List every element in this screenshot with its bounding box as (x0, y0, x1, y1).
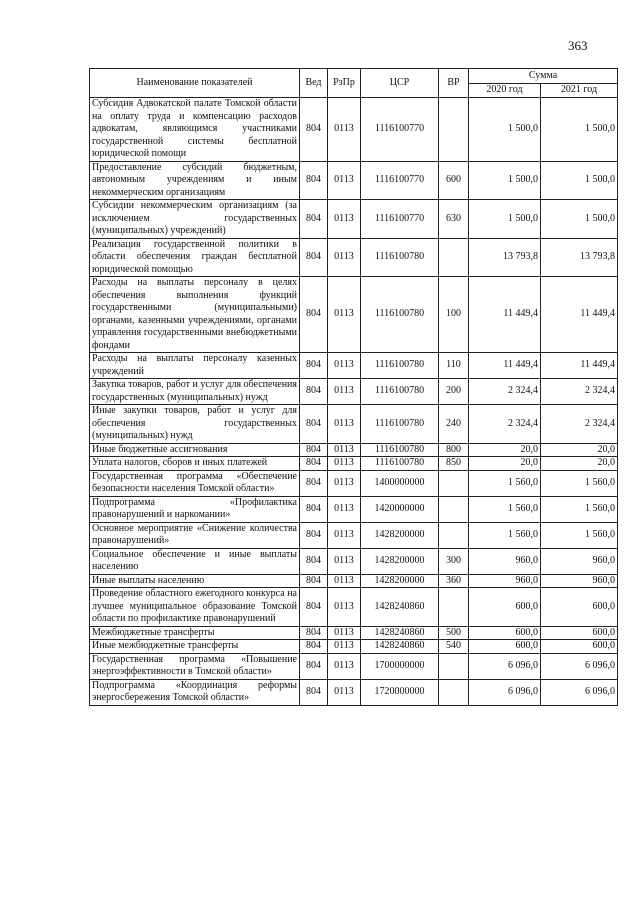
cell-ved: 804 (300, 379, 328, 405)
table-row (90, 496, 618, 522)
cell-ved: 804 (300, 353, 328, 379)
cell-name: Уплата налогов, сборов и иных платежей (90, 457, 300, 471)
cell-csr: 1700000000 (361, 653, 439, 679)
table-row (90, 640, 618, 654)
cell-ved: 804 (300, 98, 328, 162)
cell-sum-2020: 2 324,4 (469, 379, 541, 405)
cell-sum-2021: 960,0 (541, 548, 618, 574)
cell-sum-2021: 1 500,0 (541, 98, 618, 162)
cell-sum-2021: 2 324,4 (541, 405, 618, 444)
cell-rzpr: 0113 (328, 574, 361, 588)
cell-vr (439, 522, 469, 548)
table-row (90, 653, 618, 679)
cell-rzpr: 0113 (328, 653, 361, 679)
cell-name: Предоставление субсидий бюджетным, автономным учреждениям и иным некоммерческим организациям (90, 161, 300, 200)
cell-name: Закупка товаров, работ и услуг для обеспечения государственных (муниципальных) нужд (90, 379, 300, 405)
cell-sum-2021: 2 324,4 (541, 379, 618, 405)
cell-name: Проведение областного ежегодного конкурса на лучшее муниципальное образование Томской области по профилактике правонарушений (90, 588, 300, 627)
header-ved: Вед (300, 69, 328, 98)
budget-table (89, 68, 618, 706)
cell-sum-2020: 2 324,4 (469, 405, 541, 444)
cell-name: Иные бюджетные ассигнования (90, 443, 300, 457)
cell-rzpr: 0113 (328, 405, 361, 444)
cell-csr: 1116100780 (361, 238, 439, 277)
table-row (90, 353, 618, 379)
cell-name: Иные закупки товаров, работ и услуг для обеспечения государственных (муниципальных) нужд (90, 405, 300, 444)
cell-csr: 1116100770 (361, 200, 439, 239)
cell-sum-2021: 20,0 (541, 443, 618, 457)
cell-sum-2020: 600,0 (469, 626, 541, 640)
cell-rzpr: 0113 (328, 626, 361, 640)
cell-rzpr: 0113 (328, 161, 361, 200)
cell-vr: 240 (439, 405, 469, 444)
cell-rzpr: 0113 (328, 277, 361, 353)
cell-rzpr: 0113 (328, 238, 361, 277)
cell-ved: 804 (300, 548, 328, 574)
cell-name: Расходы на выплаты персоналу казенных учреждений (90, 353, 300, 379)
cell-csr: 1116100780 (361, 379, 439, 405)
cell-vr: 200 (439, 379, 469, 405)
cell-ved: 804 (300, 640, 328, 654)
cell-name: Иные межбюджетные трансферты (90, 640, 300, 654)
page-number: 363 (568, 38, 588, 53)
cell-vr (439, 238, 469, 277)
cell-vr: 110 (439, 353, 469, 379)
cell-rzpr: 0113 (328, 379, 361, 405)
table-row (90, 405, 618, 444)
table-row (90, 379, 618, 405)
cell-sum-2021: 1 560,0 (541, 470, 618, 496)
cell-sum-2020: 600,0 (469, 640, 541, 654)
table-row (90, 98, 618, 162)
cell-ved: 804 (300, 238, 328, 277)
cell-sum-2021: 11 449,4 (541, 353, 618, 379)
cell-name: Основное мероприятие «Снижение количества правонарушений» (90, 522, 300, 548)
cell-sum-2021: 13 793,8 (541, 238, 618, 277)
table-row (90, 679, 618, 705)
cell-vr (439, 470, 469, 496)
table-row (90, 522, 618, 548)
cell-vr (439, 588, 469, 627)
cell-csr: 1116100780 (361, 457, 439, 471)
cell-ved: 804 (300, 626, 328, 640)
cell-ved: 804 (300, 443, 328, 457)
cell-rzpr: 0113 (328, 548, 361, 574)
cell-csr: 1116100780 (361, 405, 439, 444)
cell-vr: 800 (439, 443, 469, 457)
cell-sum-2020: 20,0 (469, 443, 541, 457)
cell-rzpr: 0113 (328, 200, 361, 239)
cell-rzpr: 0113 (328, 470, 361, 496)
table-body (90, 98, 618, 706)
cell-vr (439, 98, 469, 162)
cell-ved: 804 (300, 653, 328, 679)
cell-name: Подпрограмма «Профилактика правонарушений и наркомании» (90, 496, 300, 522)
cell-sum-2020: 1 500,0 (469, 161, 541, 200)
cell-vr: 540 (439, 640, 469, 654)
cell-sum-2020: 11 449,4 (469, 277, 541, 353)
cell-csr: 1428200000 (361, 548, 439, 574)
table-row (90, 626, 618, 640)
cell-csr: 1428200000 (361, 574, 439, 588)
cell-vr (439, 679, 469, 705)
cell-rzpr: 0113 (328, 679, 361, 705)
cell-sum-2021: 6 096,0 (541, 653, 618, 679)
table-row (90, 277, 618, 353)
cell-sum-2020: 1 500,0 (469, 200, 541, 239)
cell-csr: 1428240860 (361, 640, 439, 654)
cell-sum-2020: 6 096,0 (469, 653, 541, 679)
table-row (90, 588, 618, 627)
cell-sum-2020: 1 560,0 (469, 522, 541, 548)
table-row (90, 548, 618, 574)
cell-sum-2020: 1 560,0 (469, 496, 541, 522)
cell-sum-2021: 1 500,0 (541, 200, 618, 239)
cell-sum-2021: 960,0 (541, 574, 618, 588)
cell-sum-2021: 600,0 (541, 588, 618, 627)
cell-vr: 600 (439, 161, 469, 200)
cell-sum-2021: 6 096,0 (541, 679, 618, 705)
cell-rzpr: 0113 (328, 522, 361, 548)
header-rzpr: РзПр (328, 69, 361, 98)
cell-vr (439, 653, 469, 679)
cell-vr: 360 (439, 574, 469, 588)
cell-vr: 300 (439, 548, 469, 574)
table-row (90, 457, 618, 471)
cell-rzpr: 0113 (328, 443, 361, 457)
cell-sum-2021: 1 500,0 (541, 161, 618, 200)
table-row (90, 161, 618, 200)
cell-vr: 630 (439, 200, 469, 239)
cell-ved: 804 (300, 200, 328, 239)
cell-sum-2020: 960,0 (469, 548, 541, 574)
cell-vr: 100 (439, 277, 469, 353)
cell-sum-2021: 1 560,0 (541, 522, 618, 548)
cell-sum-2020: 1 560,0 (469, 470, 541, 496)
cell-sum-2020: 11 449,4 (469, 353, 541, 379)
cell-sum-2021: 11 449,4 (541, 277, 618, 353)
cell-rzpr: 0113 (328, 640, 361, 654)
cell-csr: 1428240860 (361, 626, 439, 640)
cell-sum-2021: 600,0 (541, 640, 618, 654)
cell-sum-2020: 1 500,0 (469, 98, 541, 162)
cell-csr: 1420000000 (361, 496, 439, 522)
cell-ved: 804 (300, 679, 328, 705)
table-row (90, 574, 618, 588)
cell-ved: 804 (300, 588, 328, 627)
table-header (90, 69, 618, 98)
cell-ved: 804 (300, 496, 328, 522)
cell-ved: 804 (300, 574, 328, 588)
cell-sum-2021: 1 560,0 (541, 496, 618, 522)
cell-rzpr: 0113 (328, 353, 361, 379)
cell-sum-2020: 600,0 (469, 588, 541, 627)
cell-name: Реализация государственной политики в области обеспечения граждан бесплатной юридической помощью (90, 238, 300, 277)
cell-vr: 500 (439, 626, 469, 640)
table-row (90, 200, 618, 239)
cell-ved: 804 (300, 161, 328, 200)
cell-csr: 1428200000 (361, 522, 439, 548)
cell-ved: 804 (300, 277, 328, 353)
header-csr: ЦСР (361, 69, 439, 98)
cell-name: Подпрограмма «Координация реформы энергосбережения Томской области» (90, 679, 300, 705)
cell-csr: 1428240860 (361, 588, 439, 627)
cell-vr: 850 (439, 457, 469, 471)
cell-csr: 1720000000 (361, 679, 439, 705)
cell-name: Иные выплаты населению (90, 574, 300, 588)
cell-name: Межбюджетные трансферты (90, 626, 300, 640)
cell-ved: 804 (300, 405, 328, 444)
cell-csr: 1400000000 (361, 470, 439, 496)
cell-ved: 804 (300, 522, 328, 548)
cell-name: Расходы на выплаты персоналу в целях обеспечения выполнения функций государственными (муниципальными) органами, казенными учреждениями, органами управления государственными внебюджетными фондами (90, 277, 300, 353)
cell-name: Государственная программа «Повышение энергоэффективности в Томской области» (90, 653, 300, 679)
cell-csr: 1116100780 (361, 353, 439, 379)
cell-csr: 1116100780 (361, 443, 439, 457)
table-row (90, 470, 618, 496)
header-vr: ВР (439, 69, 469, 98)
cell-sum-2020: 6 096,0 (469, 679, 541, 705)
header-name: Наименование показателей (90, 69, 300, 98)
cell-csr: 1116100770 (361, 161, 439, 200)
header-year-2021: 2021 год (541, 83, 618, 98)
cell-rzpr: 0113 (328, 98, 361, 162)
cell-sum-2021: 20,0 (541, 457, 618, 471)
table-row (90, 238, 618, 277)
cell-sum-2020: 13 793,8 (469, 238, 541, 277)
cell-sum-2020: 20,0 (469, 457, 541, 471)
cell-rzpr: 0113 (328, 457, 361, 471)
cell-name: Субсидия Адвокатской палате Томской области на оплату труда и компенсацию расходов адвокатам, являющимся участниками государственной системы бесплатной юридической помощи (90, 98, 300, 162)
table-row (90, 443, 618, 457)
cell-name: Субсидии некоммерческим организациям (за исключением государственных (муниципальных) учреждений) (90, 200, 300, 239)
cell-csr: 1116100780 (361, 277, 439, 353)
cell-ved: 804 (300, 470, 328, 496)
cell-name: Социальное обеспечение и иные выплаты населению (90, 548, 300, 574)
header-year-2020: 2020 год (469, 83, 541, 98)
cell-rzpr: 0113 (328, 588, 361, 627)
cell-sum-2021: 600,0 (541, 626, 618, 640)
cell-rzpr: 0113 (328, 496, 361, 522)
cell-vr (439, 496, 469, 522)
cell-ved: 804 (300, 457, 328, 471)
cell-csr: 1116100770 (361, 98, 439, 162)
cell-sum-2020: 960,0 (469, 574, 541, 588)
cell-name: Государственная программа «Обеспечение безопасности населения Томской области» (90, 470, 300, 496)
header-sum: Сумма (469, 69, 618, 84)
